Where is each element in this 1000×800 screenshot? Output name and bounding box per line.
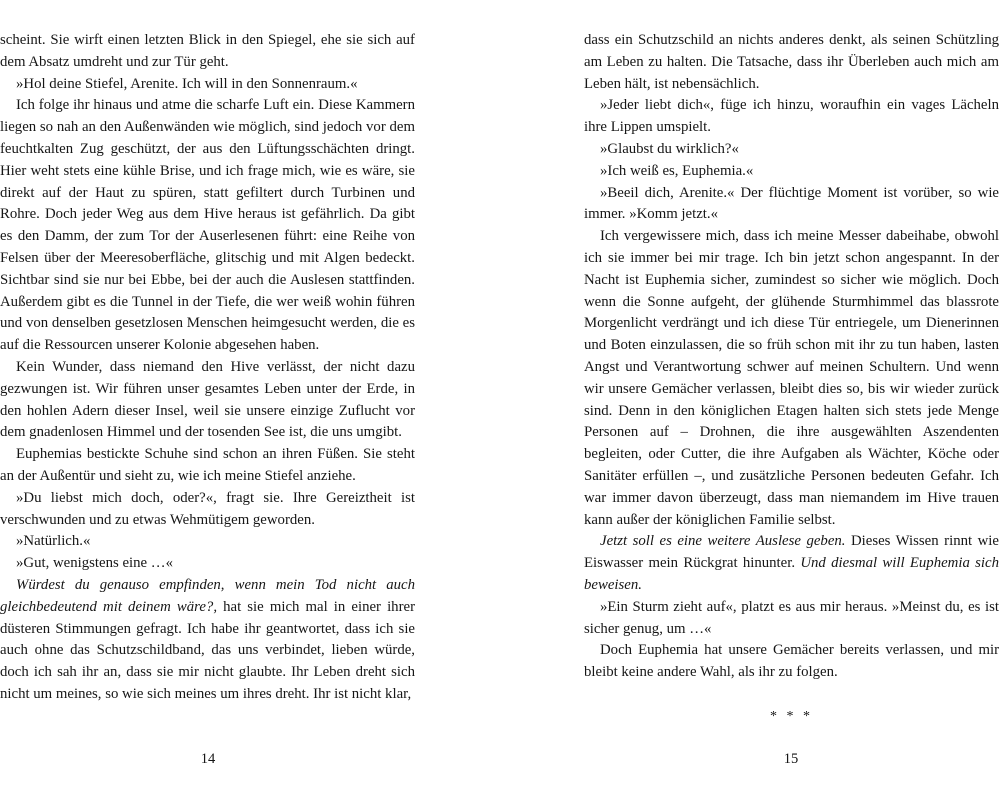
body-text: Kein Wunder, dass niemand den Hive verlässt, der nicht dazu gezwungen ist. Wir führen unser gesamtes Leben unter der Erde, in den hohlen Adern dieser Insel, weil sie unsere einzige Zuflucht vor dem gnadenlosen Himmel und der tosenden See ist, die uns umgibt.	[0, 358, 415, 441]
paragraph	[584, 640, 999, 684]
paragraph	[584, 161, 999, 183]
body-text: scheint. Sie wirft einen letzten Blick in den Spiegel, ehe sie sich auf dem Absatz umdreht und zur Tür geht.	[0, 32, 415, 70]
body-text: Ich folge ihr hinaus und atme die scharfe Luft ein. Diese Kammern liegen so nah an den Außenwänden wie möglich, sind jedoch vor dem feuchtkalten Zug geschützt, der aus den Lüftungsschächten dringt. Hier weht stets eine kühle Brise, und ich frage mich, wie es wäre, sie direkt auf der Haut zu spüren, statt gefiltert durch Turbinen und Rohre. Doch jeder Weg aus dem Hive heraus ist gefährlich. Da gibt es den Damm, der zum Tor der Auserlesenen führt: eine Reihe von Felsen über der Meeresoberfläche, glitschig und mit Algen bedeckt. Sichtbar sind sie nur bei Ebbe, bei der auch die Auslesen stattfinden. Außerdem gibt es die Tunnel in der Tiefe, die wer weiß wohin führen und von denselben gesetzlosen Menschen heimgesucht werden, die es auf die Ressourcen unserer Kolonie abgesehen haben.	[0, 97, 415, 354]
body-text: hat sie mich mal in einer ihrer düsteren Stimmungen gefragt. Ich habe ihr geantwortet, dass ich sie auch ohne das Schutzschildband, das uns verbindet, lieben würde, doch ich sah ihr an, dass sie mir nicht glaubte. Ihr Leben dreht sich nicht um meines, so wie sich meines um ihres dreht. Ihr ist nicht klar,	[0, 598, 415, 702]
page-number-right: 15	[783, 751, 799, 767]
body-text: »Hol deine Stiefel, Arenite. Ich will in den Sonnenraum.«	[16, 75, 358, 92]
paragraph	[584, 531, 999, 596]
paragraph	[0, 531, 415, 553]
italic-text: Jetzt soll es eine weitere Auslese geben.	[600, 533, 846, 550]
body-text: »Natürlich.«	[16, 533, 91, 550]
left-page	[0, 30, 415, 706]
paragraph	[0, 575, 415, 706]
body-text: »Ein Sturm zieht auf«, platzt es aus mir heraus. »Meinst du, es ist sicher genug, um …«	[584, 598, 999, 637]
paragraph	[0, 30, 415, 74]
body-text: Ich vergewissere mich, dass ich meine Messer dabeihabe, obwohl ich sie immer bei mir trage. Ich bin jetzt schon angespannt. In der Nacht ist Euphemia sicher, zumindest so sicher wie möglich. Doch wenn die Sonne aufgeht, der glühende Sturmhimmel das blassrote Morgenlicht verdrängt und ich diese Tür entriegele, um Dienerinnen und Boten einzulassen, die so früh schon mit ihr zu tun haben, lasten Angst und Verantwortung schwer auf meinen Schultern. Und wenn wir unsere Gemächer verlassen, bleibt dies so, bis wir wieder zurück sind. Denn in den königlichen Etagen halten sich stets jede Menge Personen auf – Drohnen, die ihre ausgewählten Aszendenten begleiten, oder Cutter, die ihre Aufgaben als Wächter, Köche oder Sanitäter erfüllen –, und zusätzliche Personen bedeuten Gefahr. Ich war immer davon überzeugt, dass man niemandem im Hive trauen kann außer der königlichen Familie selbst.	[584, 228, 999, 528]
section-break: * * *	[770, 708, 813, 724]
body-text: Dieses Wissen rinnt wie Eiswasser mein Rückgrat hinunter.	[584, 533, 999, 572]
body-text: »Du liebst mich doch, oder?«, fragt sie. Ihre Gereiztheit ist verschwunden und zu etwas Wehmütigem geworden.	[0, 489, 415, 528]
page-number-left: 14	[200, 751, 216, 767]
paragraph	[584, 30, 999, 95]
body-text: Euphemias bestickte Schuhe sind schon an ihren Füßen. Sie steht an der Außentür und sieht zu, wie ich meine Stiefel anziehe.	[0, 446, 415, 484]
paragraph	[0, 444, 415, 488]
paragraph	[0, 74, 415, 96]
paragraph	[584, 226, 999, 531]
paragraph	[0, 553, 415, 575]
paragraph	[584, 95, 999, 139]
body-text: Doch Euphemia hat unsere Gemächer bereits verlassen, und mir bleibt keine andere Wahl, als ihr zu folgen.	[584, 642, 999, 681]
paragraph	[0, 357, 415, 444]
italic-text: Würdest du genauso empfinden, wenn mein Tod nicht auch gleichbedeutend mit deinem wäre?,	[0, 576, 415, 615]
paragraph	[584, 183, 999, 227]
body-text: »Gut, wenigstens eine …«	[16, 555, 173, 572]
right-page	[584, 30, 999, 728]
paragraph	[0, 95, 415, 357]
paragraph	[0, 488, 415, 532]
body-text: »Ich weiß es, Euphemia.«	[600, 162, 754, 179]
body-text: dass ein Schutzschild an nichts anderes denkt, als seinen Schützling am Leben zu halten. Die Tatsache, dass ihr Überleben auch mich am Leben hält, ist nebensächlich.	[584, 32, 999, 92]
paragraph	[584, 139, 999, 161]
paragraph	[584, 597, 999, 641]
body-text: »Beeil dich, Arenite.« Der flüchtige Moment ist vorüber, so wie immer. »Komm jetzt.«	[584, 184, 999, 223]
body-text: »Jeder liebt dich«, füge ich hinzu, woraufhin ein vages Lächeln ihre Lippen umspielt.	[584, 97, 999, 136]
body-text: »Glaubst du wirklich?«	[600, 140, 739, 157]
italic-text: Und diesmal will Euphemia sich beweisen.	[584, 555, 999, 593]
